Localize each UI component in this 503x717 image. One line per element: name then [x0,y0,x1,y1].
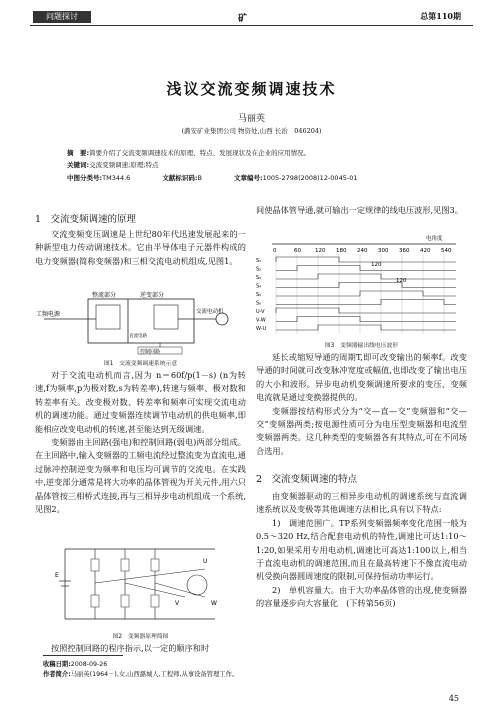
article-id-value: 1005-2798(2008)12-0045-01 [262,174,358,182]
fig3-row-label: V-W [256,317,266,324]
clc-label: 中图分类号: [67,174,103,182]
keywords-label: 关键词: [67,161,90,169]
classification [67,173,357,182]
affiliation: (潞安矿业集团公司 物资处,山西 长治 046204) [181,127,322,135]
header-rule [30,25,473,26]
column-tag: 问题探讨 [33,11,91,23]
paragraph: 间使晶体管导通,就可输出一定规律的线电压波形,见图3。 [256,205,463,215]
section-heading-1: 1 交流变频调速的原理 [35,214,137,225]
fig3-waveform-trace [276,317,456,322]
fig3-tick-label: 60 [294,248,301,254]
issue-number: 总第110期 [420,11,461,21]
figure-3-waveform [256,234,467,338]
page-number: 45 [448,694,459,703]
fig3-tick-label: 0 [273,248,277,254]
fig1-rectifier-label: 整流部分 [92,292,117,299]
fig1-motor-label: 交流电动机 [196,309,224,315]
keywords-text: 交流变频调速;原理;特点 [89,161,159,169]
fig3-tick-label: 300 [378,248,389,254]
fig3-row-label: S₄ [256,283,262,290]
bio-label: 作者简介: [43,671,71,678]
left-column-intro [35,228,246,268]
fig3-waveform-trace [276,257,456,262]
figure-1-diagram [36,289,246,355]
received-label: 收稿日期: [43,661,71,668]
figure-3-caption: 图3 变频器输出线电压波形 [324,343,399,349]
paragraph: 交流变频变压调速是上世纪80年代迅速发展起来的一种新型电力传动调速技术。它由半导体电子元器件构成的电力变频器(简称变频器)和三相交流电动机组成,见图1。 [35,229,246,266]
keywords [67,160,159,169]
fig3-tick-label: 540 [441,248,452,254]
fig3-waveform-trace [276,300,456,305]
fig2-u-label: U [203,558,208,565]
fig1-control-label: 控制回路 [140,349,161,355]
fig3-waveform-trace [276,274,456,279]
fig2-v-label: V [175,600,180,607]
fig3-waveform-trace [276,283,456,288]
fig1-dc-label: 直流电路 [129,334,147,339]
fig3-width-label-2: 120 [396,278,407,284]
author-bio [43,669,238,678]
footnote-rule [43,655,123,656]
figure-1-caption: 图1 交流变频调速系统示意 [103,361,178,367]
left-column-body [35,369,246,516]
article-id-label: 文章编号: [234,174,263,182]
clc-value: TM344.6 [102,174,131,182]
fig2-w-label: W [211,600,217,607]
paragraph: 延长或缩短导通的周期T,即可改变输出的频率f。改变导通的时间就可改变脉冲宽度或幅值,也即改变了输出电压的大小和波形。异步电动机变频调速所要求的变压、变频电流就是通过变换器提供的。 [256,352,467,403]
abstract-label: 摘 要: [67,149,90,157]
right-column-features [256,490,467,611]
fig3-waveform-trace [276,291,456,296]
abstract [67,148,310,157]
received-date [43,659,107,668]
fig3-row-label: S₃ [256,275,262,281]
fig3-waveform-trace [276,325,456,330]
fig3-waveform-trace [276,308,456,313]
fig3-row-label: S₁ [256,258,262,264]
author-name: 马丽英 [237,114,265,124]
paragraph: 1) 调速范围广。TP系列变频器频率变化范围一般为0.5～320 Hz,结合配套电动机的特性,调速比可达1:10～1:20,如果采用专用电动机,调速比可高达1:100以上,相当于直流电动机的调速范围,而且在最高转速下不像直流电动机受换向器圆周速度的限制,可保持恒动功率运行。 [256,517,467,582]
article-title: 浅议交流变频调速技术 [166,80,337,98]
fig3-row-label: S₆ [256,300,262,307]
fig3-tick-label: 360 [399,248,410,254]
fig3-waveform-trace [276,266,456,271]
figure-2-caption: 图2 变频器原理简图 [112,634,169,640]
fig1-power-label: 工频电源 [36,311,61,318]
fig3-width-label-1: 120 [371,262,382,268]
figure-2-diagram [55,539,225,629]
left-column-end [35,642,246,655]
fig3-tick-label: 180 [336,248,347,254]
paragraph: 变频器按结构形式分为“交—直—交”变频器和“交—交”变频器两类;按电源性质可分为电压型变频器和电流型变频器两类。这几种类型的变频器各有其特点,可在不同场合选用。 [256,405,467,456]
right-column-body [256,351,467,458]
fig3-axis-label: 电角度 [426,236,443,242]
right-column-top [256,204,467,217]
journal-logo: 矿 [238,14,248,24]
doc-code-value: B [197,174,202,182]
section-heading-2: 2 交流变频调速的特点 [256,474,358,485]
bio-text: 马丽英(1964－),女,山西潞城人,工程师,从事设备管理工作。 [70,671,239,678]
fig3-row-label: W-U [256,326,267,332]
fig3-tick-label: 120 [315,248,326,254]
fig3-tick-label: 240 [357,248,368,254]
paragraph: 由变频器驱动的三相异步电动机的调速系统与直流调速系统以及变极等其他调速方法相比,具有以下特点: [256,491,467,515]
paragraph: 对于交流电动机而言,因为 n＝60f/p(1－s) (n为转速,f为频率,p为极对数,s为转差率),转速与频率、极对数和转差率有关。改变极对数、转差率和频率可实现交流电动机的调速功能。通过变频器连续调节电动机的供电频率,即能相应改变电动机的转速,甚至能达到无级调速。 [35,370,246,434]
paragraph: 按照控制回路的程序指示,以一定的顺序和时 [51,643,210,653]
paragraph: 变频器由主回路(强电)和控制回路(弱电)两部分组成。在主回路中,输入变频器的工频电流经过整流变为直流电,通过脉冲控制逆变为频率和电压均可调节的交流电。在实践中,逆变部分通常是将大功率的晶体管视为开关元件,用六只晶体管按三相桥式连接,再与三相异步电动机组成一个系统,见图2。 [35,437,246,515]
abstract-text: 简要介绍了交流变频调速技术的原理、特点、发展现状及在企业的应用情况。 [89,149,311,157]
fig3-row-label: S₂ [256,266,262,273]
fig3-row-label: U-V [256,309,265,315]
doc-code-label: 文献标识码: [162,174,198,182]
fig2-e-label: E [55,572,59,579]
fig1-inverter-label: 逆变部分 [140,292,165,299]
fig3-tick-label: 420 [420,248,431,254]
received-value: 2008-09-26 [70,661,108,668]
fig3-row-label: S₅ [256,292,262,298]
paragraph: 2) 单机容量大。由于大功率晶体管的出现,使变频器的容量逐步向大容量化 (下转第56页) [256,584,467,609]
